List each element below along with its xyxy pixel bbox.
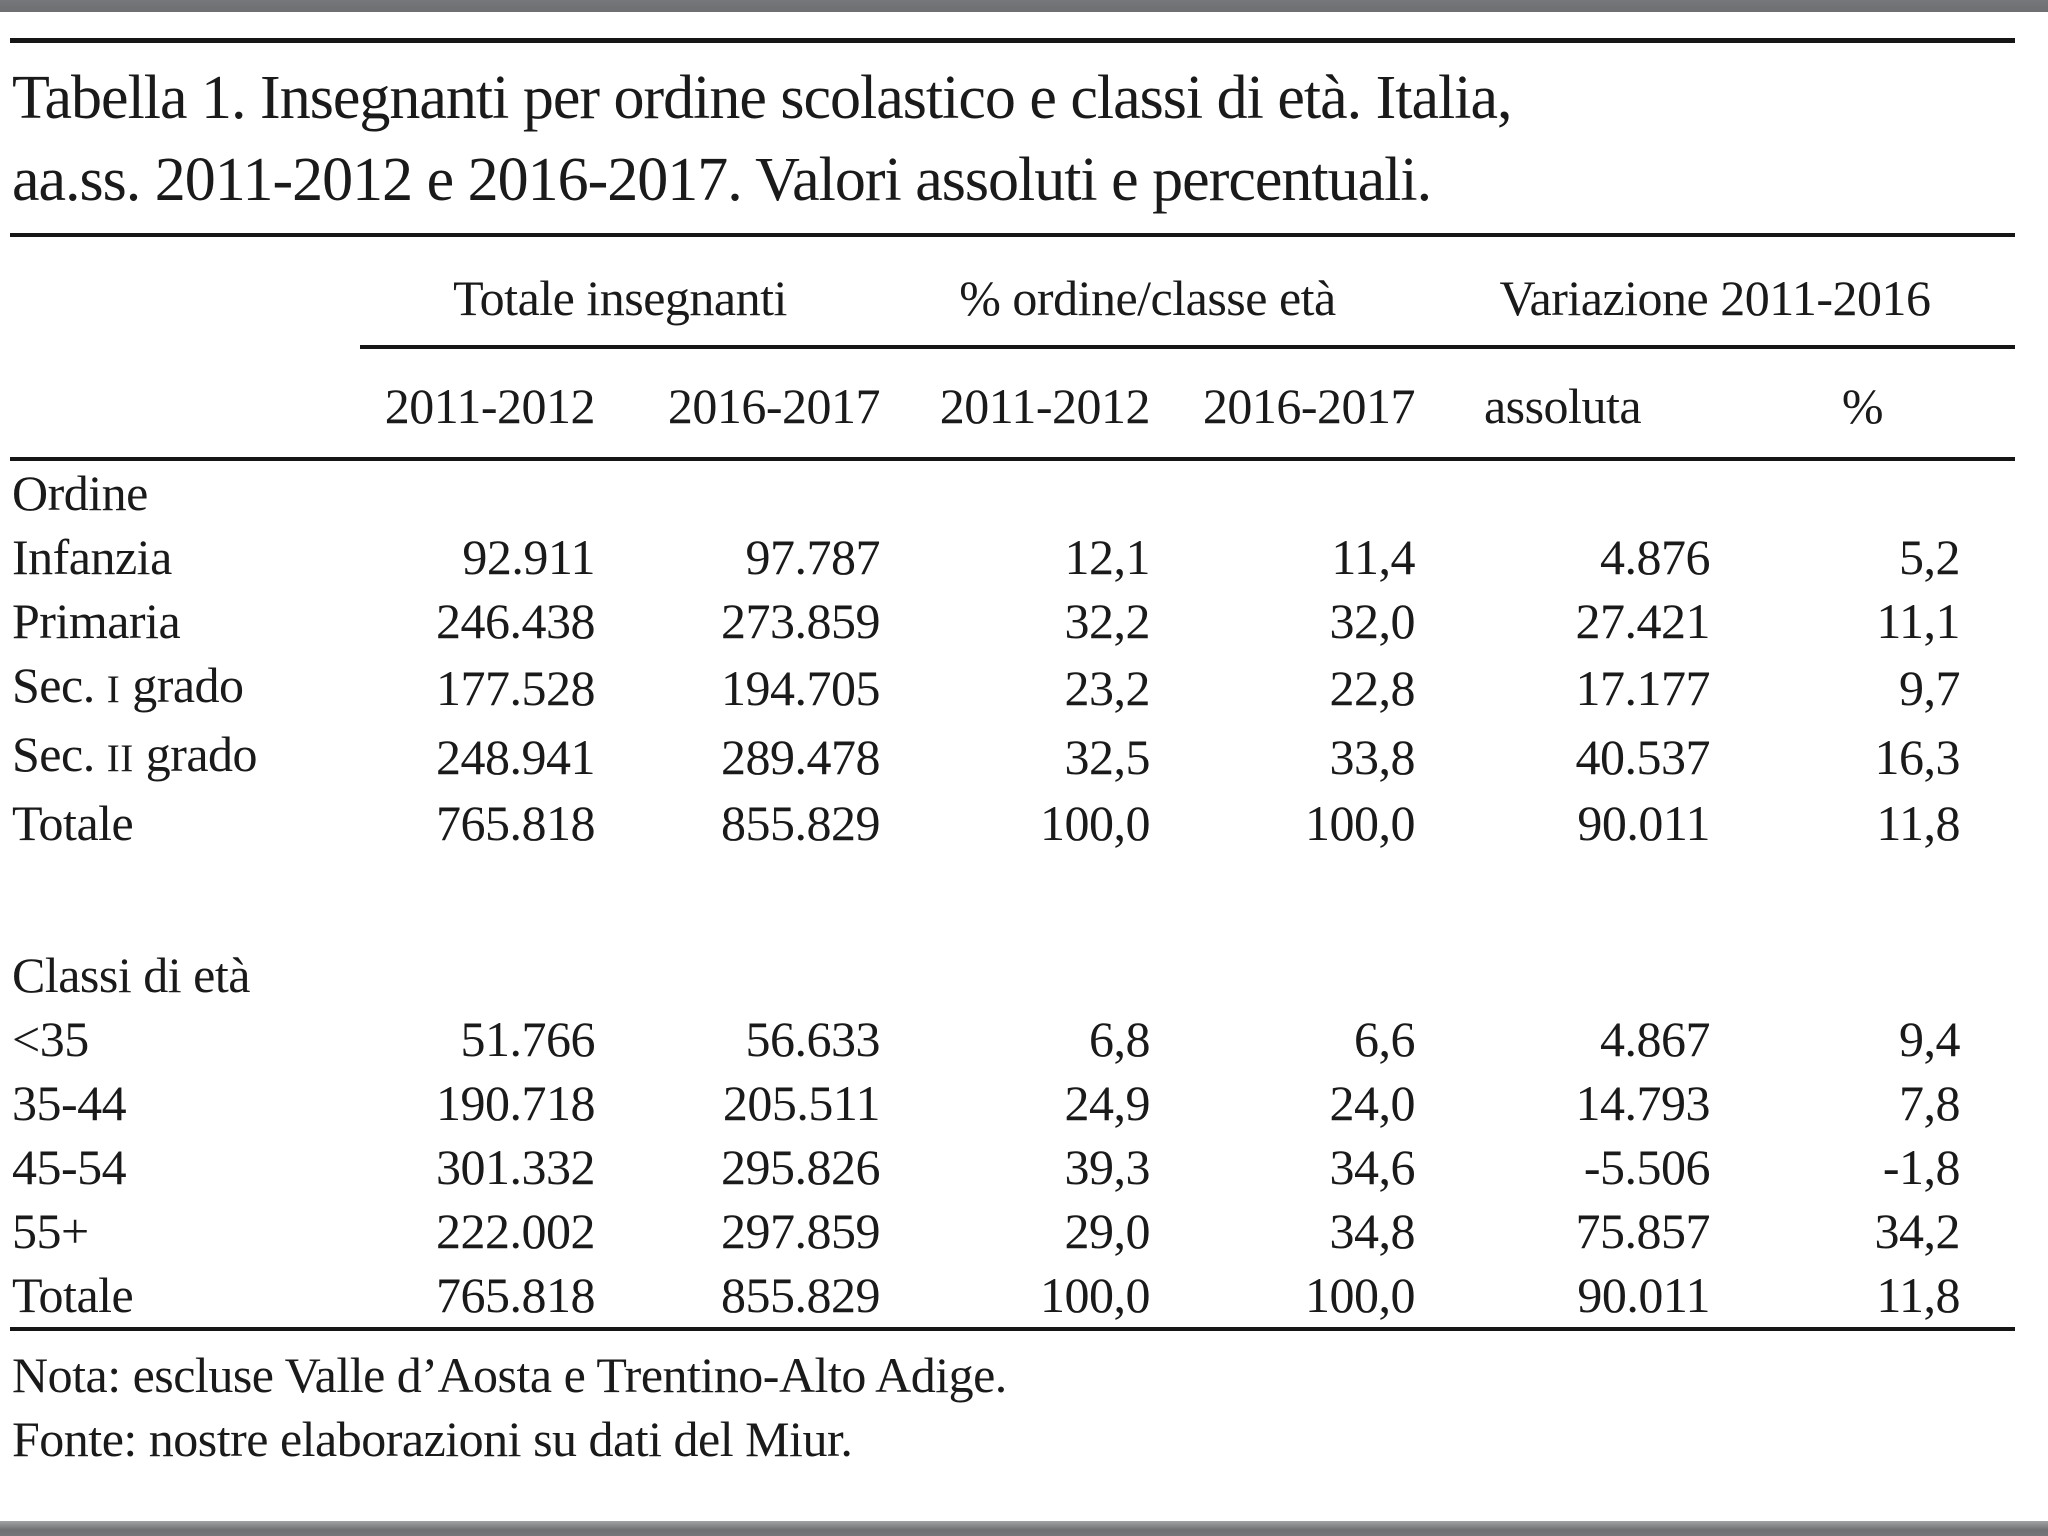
cell-value: 40.537 bbox=[1575, 728, 1710, 785]
section-header-row bbox=[10, 459, 2015, 525]
group-header-row bbox=[10, 237, 2015, 347]
table-row bbox=[10, 1263, 2015, 1327]
table-row bbox=[10, 722, 2015, 791]
row-label: Sec. II grado bbox=[12, 726, 258, 782]
cell-value: 301.332 bbox=[436, 1139, 595, 1195]
cell-value: 248.941 bbox=[436, 728, 595, 785]
cell-value: 32,5 bbox=[1064, 728, 1150, 785]
top-gray-bar bbox=[0, 0, 2048, 12]
empty-cell bbox=[10, 347, 360, 459]
table-notes bbox=[10, 1343, 2015, 1471]
group-header-percent-ordine: % ordine/classe età bbox=[880, 237, 1415, 347]
cell-value: 12,1 bbox=[1064, 529, 1150, 585]
cell-value: 205.511 bbox=[722, 1075, 880, 1131]
table-row bbox=[10, 653, 2015, 722]
cell-value: 297.859 bbox=[721, 1203, 880, 1259]
row-label: Primaria bbox=[12, 593, 181, 649]
section-header-row bbox=[10, 943, 2015, 1007]
cell-value: 5,2 bbox=[1899, 529, 1961, 585]
cell-value: 177.528 bbox=[436, 659, 595, 716]
group-header-variazione: Variazione 2011-2016 bbox=[1415, 237, 2015, 347]
cell-value: 56.633 bbox=[745, 1011, 880, 1067]
cell-value: 9,4 bbox=[1899, 1011, 1961, 1067]
source-line: Fonte: nostre elaborazioni su dati del Miur. bbox=[12, 1411, 853, 1467]
cell-value: 34,2 bbox=[1874, 1203, 1961, 1259]
table-row bbox=[10, 1135, 2015, 1199]
cell-value: 11,8 bbox=[1876, 1267, 1961, 1323]
col-header: assoluta bbox=[1415, 347, 1710, 459]
cell-value: 34,8 bbox=[1329, 1203, 1415, 1259]
bottom-rule bbox=[10, 1327, 2015, 1331]
row-label: <35 bbox=[12, 1011, 89, 1067]
table-row bbox=[10, 1199, 2015, 1263]
cell-value: 6,8 bbox=[1089, 1011, 1150, 1067]
cell-value: 32,2 bbox=[1064, 593, 1150, 649]
cell-value: 14.793 bbox=[1575, 1075, 1710, 1131]
cell-value: 295.826 bbox=[721, 1139, 880, 1195]
cell-value: 27.421 bbox=[1575, 593, 1710, 649]
cell-value: 34,6 bbox=[1329, 1139, 1415, 1195]
table-row bbox=[10, 1007, 2015, 1071]
cell-value: 24,9 bbox=[1064, 1075, 1150, 1131]
cell-value: -1,8 bbox=[1882, 1139, 1961, 1195]
cell-value: 24,0 bbox=[1329, 1075, 1415, 1131]
cell-value: 765.818 bbox=[436, 795, 595, 851]
cell-value: 23,2 bbox=[1064, 659, 1150, 716]
row-label: 35-44 bbox=[12, 1075, 127, 1131]
cell-value: 855.829 bbox=[721, 1267, 880, 1323]
caption-line-1: Tabella 1. Insegnanti per ordine scolastico e classi di età. Italia, bbox=[12, 64, 1512, 132]
cell-value: 75.857 bbox=[1575, 1203, 1710, 1259]
table-row bbox=[10, 791, 2015, 855]
cell-value: 100,0 bbox=[1305, 795, 1415, 851]
cell-value: 100,0 bbox=[1040, 1267, 1150, 1323]
cell-value: 97.787 bbox=[745, 529, 880, 585]
col-header: % bbox=[1710, 347, 2015, 459]
cell-value: 194.705 bbox=[721, 659, 880, 716]
cell-value: 32,0 bbox=[1329, 593, 1415, 649]
cell-value: 4.867 bbox=[1600, 1011, 1710, 1067]
document-page bbox=[10, 12, 2015, 1471]
cell-value: 222.002 bbox=[436, 1203, 595, 1259]
caption-line-2: aa.ss. 2011-2012 e 2016-2017. Valori assoluti e percentuali. bbox=[12, 146, 1432, 214]
cell-value: 90.011 bbox=[1577, 1267, 1710, 1323]
table-row bbox=[10, 525, 2015, 589]
section-gap bbox=[10, 855, 2015, 943]
cell-value: 765.818 bbox=[436, 1267, 595, 1323]
cell-value: 11,8 bbox=[1876, 795, 1961, 851]
table-row bbox=[10, 1071, 2015, 1135]
col-header: 2016-2017 bbox=[1150, 347, 1415, 459]
column-header-row bbox=[10, 347, 2015, 459]
cell-value: 16,3 bbox=[1874, 728, 1961, 785]
row-label: 55+ bbox=[12, 1203, 89, 1259]
cell-value: -5.506 bbox=[1583, 1139, 1710, 1195]
row-label: Infanzia bbox=[12, 529, 172, 585]
cell-value: 273.859 bbox=[721, 593, 880, 649]
table-caption bbox=[10, 43, 2015, 233]
bottom-gray-bar bbox=[0, 1521, 2048, 1536]
cell-value: 4.876 bbox=[1600, 529, 1710, 585]
cell-value: 100,0 bbox=[1305, 1267, 1415, 1323]
cell-value: 90.011 bbox=[1577, 795, 1710, 851]
row-label: Totale bbox=[12, 1267, 134, 1323]
col-header: 2011-2012 bbox=[880, 347, 1150, 459]
section-title: Ordine bbox=[12, 465, 148, 521]
cell-value: 29,0 bbox=[1064, 1203, 1150, 1259]
data-table bbox=[10, 237, 2015, 1327]
note-line: Nota: escluse Valle d’Aosta e Trentino-Alto Adige. bbox=[12, 1347, 1007, 1403]
table-row bbox=[10, 589, 2015, 653]
cell-value: 9,7 bbox=[1899, 659, 1961, 716]
cell-value: 17.177 bbox=[1575, 659, 1710, 716]
col-header: 2016-2017 bbox=[595, 347, 880, 459]
empty-cell bbox=[10, 237, 360, 347]
cell-value: 92.911 bbox=[462, 529, 595, 585]
col-header: 2011-2012 bbox=[360, 347, 595, 459]
cell-value: 11,4 bbox=[1331, 529, 1415, 585]
cell-value: 39,3 bbox=[1064, 1139, 1150, 1195]
cell-value: 33,8 bbox=[1329, 728, 1415, 785]
group-header-totale-insegnanti: Totale insegnanti bbox=[360, 237, 880, 347]
cell-value: 855.829 bbox=[721, 795, 880, 851]
cell-value: 246.438 bbox=[436, 593, 595, 649]
cell-value: 22,8 bbox=[1329, 659, 1415, 716]
cell-value: 100,0 bbox=[1040, 795, 1150, 851]
row-label: 45-54 bbox=[12, 1139, 127, 1195]
section-title: Classi di età bbox=[12, 947, 250, 1003]
cell-value: 190.718 bbox=[436, 1075, 595, 1131]
row-label: Sec. I grado bbox=[12, 657, 244, 713]
cell-value: 11,1 bbox=[1876, 593, 1961, 649]
cell-value: 7,8 bbox=[1899, 1075, 1961, 1131]
cell-value: 289.478 bbox=[721, 728, 880, 785]
cell-value: 51.766 bbox=[460, 1011, 595, 1067]
cell-value: 6,6 bbox=[1354, 1011, 1415, 1067]
row-label: Totale bbox=[12, 795, 134, 851]
